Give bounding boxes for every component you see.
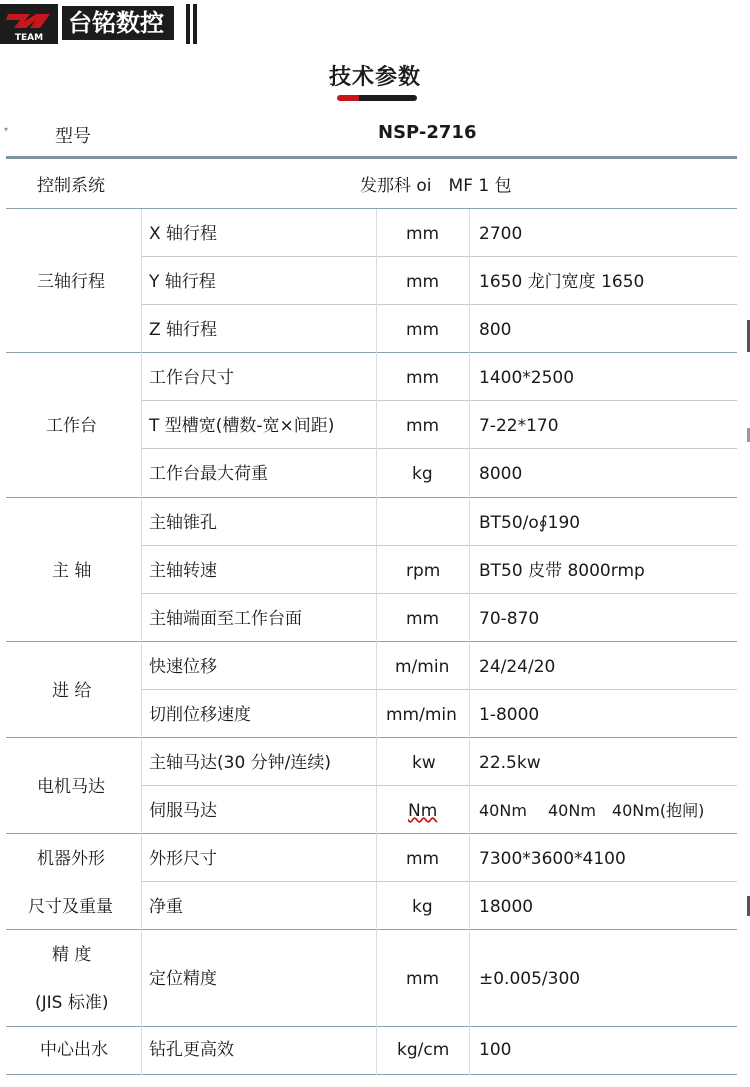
row-item: 主轴转速 (149, 561, 217, 581)
group-size-a: 机器外形 (37, 849, 105, 869)
row-divider (142, 593, 737, 594)
row-item: 主轴端面至工作台面 (149, 609, 302, 629)
table-divider (6, 208, 737, 209)
row-value: 800 (479, 320, 512, 340)
team-logo-icon (0, 4, 58, 44)
row-value: 18000 (479, 897, 534, 917)
row-item: 定位精度 (149, 969, 217, 989)
logo-bars (182, 4, 200, 44)
group-motor: 电机马达 (37, 777, 105, 797)
row-unit: kg (412, 464, 433, 484)
row-item: T 型槽宽(槽数-宽×间距) (149, 416, 335, 436)
row-divider (142, 448, 737, 449)
row-unit: kw (412, 753, 436, 773)
table-divider (6, 1074, 737, 1075)
row-unit: mm (406, 368, 440, 388)
group-spindle: 主 轴 (52, 561, 92, 581)
section-title: 技术参数 (328, 65, 421, 90)
row-unit: mm (406, 272, 440, 292)
row-value: 2700 (479, 224, 523, 244)
row-value: 1400*2500 (479, 368, 575, 388)
row-value: 1650 龙门宽度 1650 (479, 272, 645, 292)
row-value: BT50/o∮190 (479, 513, 581, 533)
group-size-b: 尺寸及重量 (28, 897, 113, 917)
row-divider (142, 400, 737, 401)
table-divider (6, 1026, 737, 1027)
column-divider (141, 209, 142, 1075)
row-item: 净重 (149, 897, 183, 917)
table-divider (6, 497, 737, 498)
brand-name: 台铭数控 (62, 6, 174, 40)
group-table: 工作台 (46, 416, 97, 436)
row-value: 70-870 (479, 609, 540, 629)
row-unit: mm (406, 320, 440, 340)
table-divider (6, 833, 737, 834)
row-divider (142, 689, 737, 690)
row-value: 7-22*170 (479, 416, 559, 436)
row-item: 主轴马达(30 分钟/连续) (149, 753, 332, 773)
row-value: BT50 皮带 8000rmp (479, 561, 645, 581)
table-divider (6, 737, 737, 738)
table-divider (6, 641, 737, 642)
row-unit: mm/min (386, 705, 457, 725)
row-divider (142, 785, 737, 786)
row-value: 8000 (479, 464, 523, 484)
row-value: 40Nm 40Nm 40Nm(抱闸) (479, 801, 705, 820)
row-divider (142, 304, 737, 305)
row-unit: mm (406, 969, 440, 989)
row-unit: mm (406, 849, 440, 869)
column-divider (376, 209, 377, 1075)
row-item: 外形尺寸 (149, 849, 217, 869)
header-divider (6, 156, 737, 159)
row-unit: mm (406, 224, 440, 244)
row-divider (142, 545, 737, 546)
row-item: Y 轴行程 (149, 272, 216, 292)
row-unit: Nm (408, 801, 438, 821)
control-system-value: 发那科 oi MF 1 包 (360, 176, 512, 196)
group-feed: 进 给 (52, 681, 92, 701)
brand-logo (0, 0, 200, 46)
brand-latin: TEAM (14, 33, 44, 43)
row-item: 快速位移 (149, 657, 217, 677)
model-value: NSP-2716 (378, 122, 477, 143)
row-item: 工作台最大荷重 (149, 464, 268, 484)
group-precision-a: 精 度 (52, 945, 92, 965)
row-unit: rpm (406, 561, 441, 581)
title-underline (337, 95, 417, 101)
row-unit: kg (412, 897, 433, 917)
row-value: 7300*3600*4100 (479, 849, 626, 869)
model-label: 型号 (55, 126, 91, 147)
group-coolant: 中心出水 (40, 1040, 108, 1060)
row-value: 24/24/20 (479, 657, 556, 677)
row-value: 1-8000 (479, 705, 540, 725)
row-unit: mm (406, 416, 440, 436)
row-divider (142, 256, 737, 257)
row-value: 100 (479, 1040, 512, 1060)
row-item: X 轴行程 (149, 224, 218, 244)
row-item: 主轴锥孔 (149, 513, 217, 533)
control-system-label: 控制系统 (37, 176, 105, 196)
row-item: 伺服马达 (149, 801, 217, 821)
table-divider (6, 352, 737, 353)
row-item: Z 轴行程 (149, 320, 218, 340)
row-item: 钻孔更高效 (149, 1040, 234, 1060)
row-item: 工作台尺寸 (149, 368, 234, 388)
column-divider (469, 209, 470, 1075)
group-precision-b: (JIS 标准) (35, 993, 109, 1013)
row-unit: kg/cm (397, 1040, 450, 1060)
row-unit: mm (406, 609, 440, 629)
row-item: 切削位移速度 (149, 705, 251, 725)
row-divider (142, 881, 737, 882)
row-unit: m/min (395, 657, 450, 677)
row-value: 22.5kw (479, 753, 541, 773)
row-value: ±0.005/300 (479, 969, 581, 989)
corner-mark-icon: ▾ (4, 125, 9, 134)
group-travel: 三轴行程 (37, 272, 105, 292)
table-divider (6, 929, 737, 930)
